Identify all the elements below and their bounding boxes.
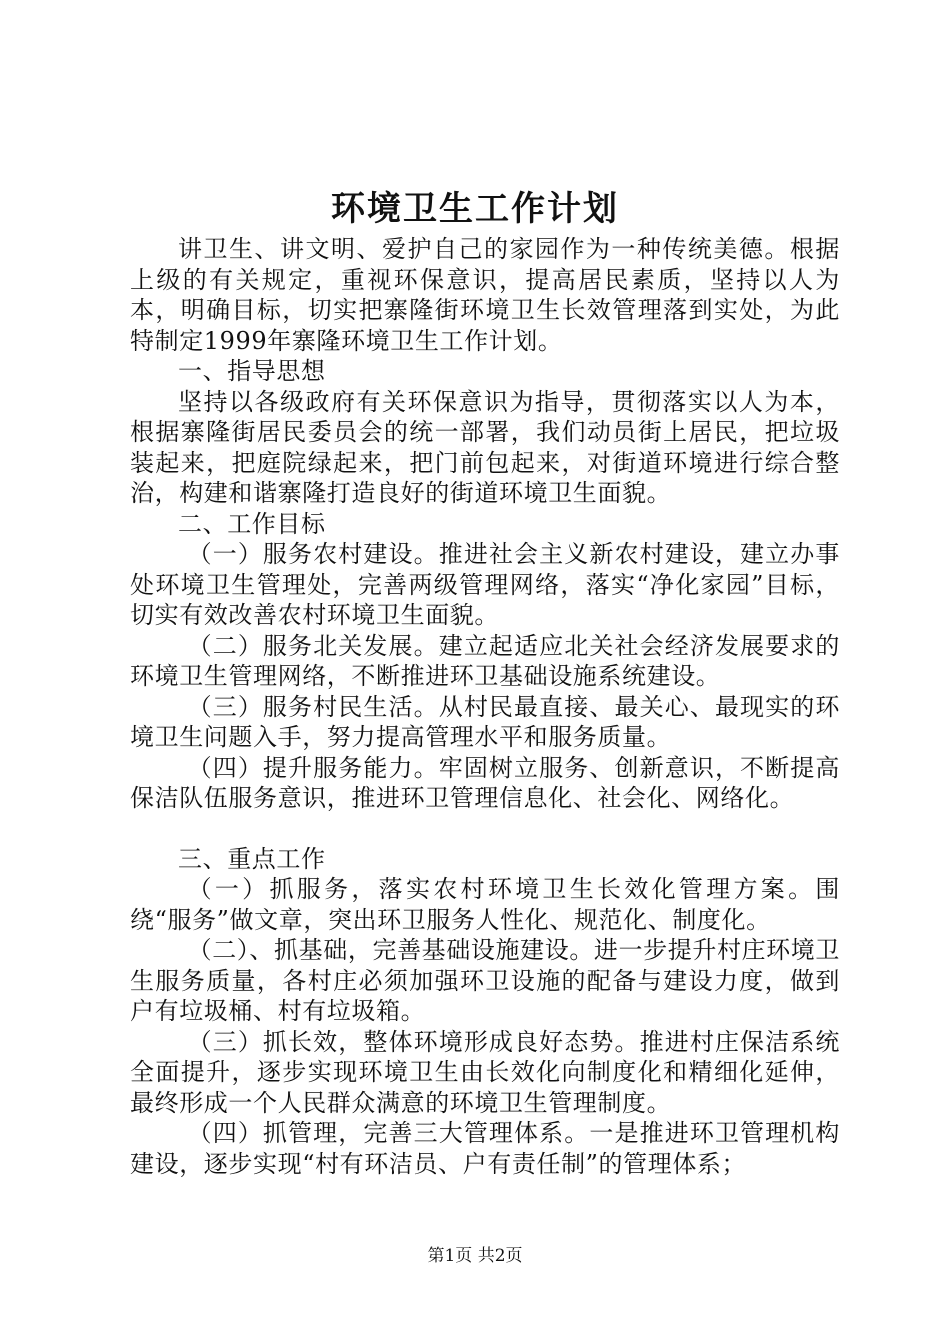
section-heading-guiding-ideology: 一、指导思想 <box>178 357 326 385</box>
goal-item-2: （二）服务北关发展。建立起适应北关社会经济发展要求的环境卫生管理网络，不断推进环卫基础设施系统建设。 <box>130 631 840 690</box>
paragraph-spacer <box>130 814 840 844</box>
key-work-item-2: （二）、抓基础，完善基础设施建设。进一步提升村庄环境卫生服务质量，各村庄必须加强环卫设施的配备与建设力度，做到户有垃圾桶、村有垃圾箱。 <box>130 936 840 1025</box>
section-heading-work-goals: 二、工作目标 <box>178 509 326 538</box>
document-body <box>130 234 840 1179</box>
goal-item-1: （一）服务农村建设。推进社会主义新农村建设，建立办事处环境卫生管理处，完善两级管理网络，落实“净化家园”目标，切实有效改善农村环境卫生面貌。 <box>130 540 840 629</box>
key-work-item-3: （三）抓长效，整体环境形成良好态势。推进村庄保洁系统全面提升，逐步实现环境卫生由长效化向制度化和精细化延伸，最终形成一个人民群众满意的环境卫生管理制度。 <box>130 1027 840 1117</box>
goal-item-4: （四）提升服务能力。牢固树立服务、创新意识，不断提高保洁队伍服务意识，推进环卫管理信息化、社会化、网络化。 <box>130 753 840 812</box>
intro-paragraph: 讲卫生、讲文明、爱护自己的家园作为一种传统美德。根据上级的有关规定，重视环保意识，提高居民素质，坚持以人为本，明确目标，切实把寨隆街环境卫生长效管理落到实处，为此特制定1999年寨隆环境卫生工作计划。 <box>130 235 840 355</box>
key-work-item-4: （四）抓管理，完善三大管理体系。一是推进环卫管理机构建设，逐步实现“村有环洁员、户有责任制”的管理体系； <box>130 1119 840 1178</box>
key-work-item-1: （一）抓服务，落实农村环境卫生长效化管理方案。围绕“服务”做文章，突出环卫服务人性化、规范化、制度化。 <box>130 875 840 934</box>
guiding-ideology-paragraph: 坚持以各级政府有关环保意识为指导，贯彻落实以人为本，根据寨隆街居民委员会的统一部署，我们动员街上居民，把垃圾装起来，把庭院绿起来，把门前包起来，对街道环境进行综合整治，构建和谐寨隆打造良好的街道环境卫生面貌。 <box>130 387 840 507</box>
section-heading-key-work: 三、重点工作 <box>178 844 326 873</box>
goal-item-3: （三）服务村民生活。从村民最直接、最关心、最现实的环境卫生问题入手，努力提高管理水平和服务质量。 <box>130 692 840 751</box>
page-footer: 第1页 共2页 <box>427 1246 523 1266</box>
document-title: 环境卫生工作计划 <box>331 189 619 229</box>
